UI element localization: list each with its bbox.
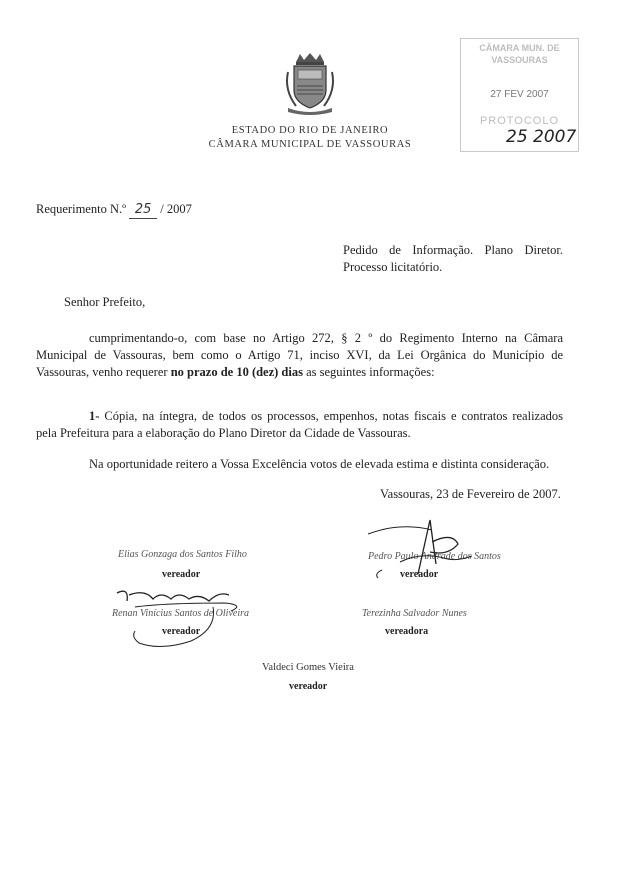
header-chamber: CÂMARA MUNICIPAL DE VASSOURAS	[208, 139, 412, 150]
stamp-protocol-label: PROTOCOLO	[479, 115, 560, 127]
requerimento-number: 25	[129, 201, 157, 219]
stamp-line1: CÂMARA MUN. DE	[479, 43, 560, 53]
signatory-5-name: Valdeci Gomes Vieira	[262, 662, 354, 673]
signatory-1-name: Elias Gonzaga dos Santos Filho	[118, 549, 247, 560]
item-line2: pela Prefeitura para a elaboração do Plano Diretor da Cidade de Vassouras.	[36, 426, 411, 440]
item-number: 1-	[89, 409, 100, 423]
protocol-stamp	[460, 38, 579, 152]
item-line1	[89, 408, 563, 425]
header-state: ESTADO DO RIO DE JANEIRO	[231, 125, 389, 136]
body-line2: Municipal de Vassouras, bem como o Artigo 71, inciso XVI, da Lei Orgânica do Município de	[36, 348, 563, 362]
signatory-2-role: vereador	[400, 569, 439, 580]
subject-line1: Pedido de Informação. Plano Diretor.	[343, 243, 563, 257]
signatory-5-role: vereador	[289, 681, 328, 692]
requerimento-suffix: / 2007	[160, 202, 192, 216]
signatory-4-role: vereadora	[385, 626, 429, 637]
stamp-line2: VASSOURAS	[491, 55, 548, 65]
item-text1: Cópia, na íntegra, de todos os processos, empenhos, notas fiscais e contratos realizados	[99, 409, 563, 423]
stamp-protocol-number: 25 2007	[506, 127, 577, 147]
salutation: Senhor Prefeito,	[64, 295, 146, 309]
signatory-4-name: Terezinha Salvador Nunes	[362, 608, 467, 619]
stamp-date: 27 FEV 2007	[490, 89, 549, 100]
body-line3	[36, 364, 435, 381]
place-date: Vassouras, 23 de Fevereiro de 2007.	[380, 487, 561, 501]
subject-line2: Processo licitatório.	[343, 260, 443, 274]
signature-renan	[105, 585, 255, 655]
signatory-3-name: Renan Vinícius Santos de Oliveira	[112, 608, 250, 619]
closing: Na oportunidade reitero a Vossa Excelência votos de elevada estima e distinta consideração.	[89, 457, 550, 471]
requerimento-line	[36, 201, 192, 219]
body-line3-end: as seguintes informações:	[302, 365, 435, 379]
signatory-3-role: vereador	[162, 626, 201, 637]
signatory-2-name: Pedro Paulo Andrade dos Santos	[368, 551, 501, 562]
body-line1: cumprimentando-o, com base no Artigo 272, § 2 º do Regimento Interno na Câmara	[89, 331, 563, 345]
signatory-1-role: vereador	[162, 569, 201, 580]
body-line3-start: Vassouras, venho requerer	[36, 365, 171, 379]
requerimento-prefix: Requerimento N.º	[36, 202, 126, 216]
coat-of-arms-icon	[282, 52, 338, 116]
deadline-emphasis: no prazo de 10 (dez) dias	[170, 365, 303, 379]
